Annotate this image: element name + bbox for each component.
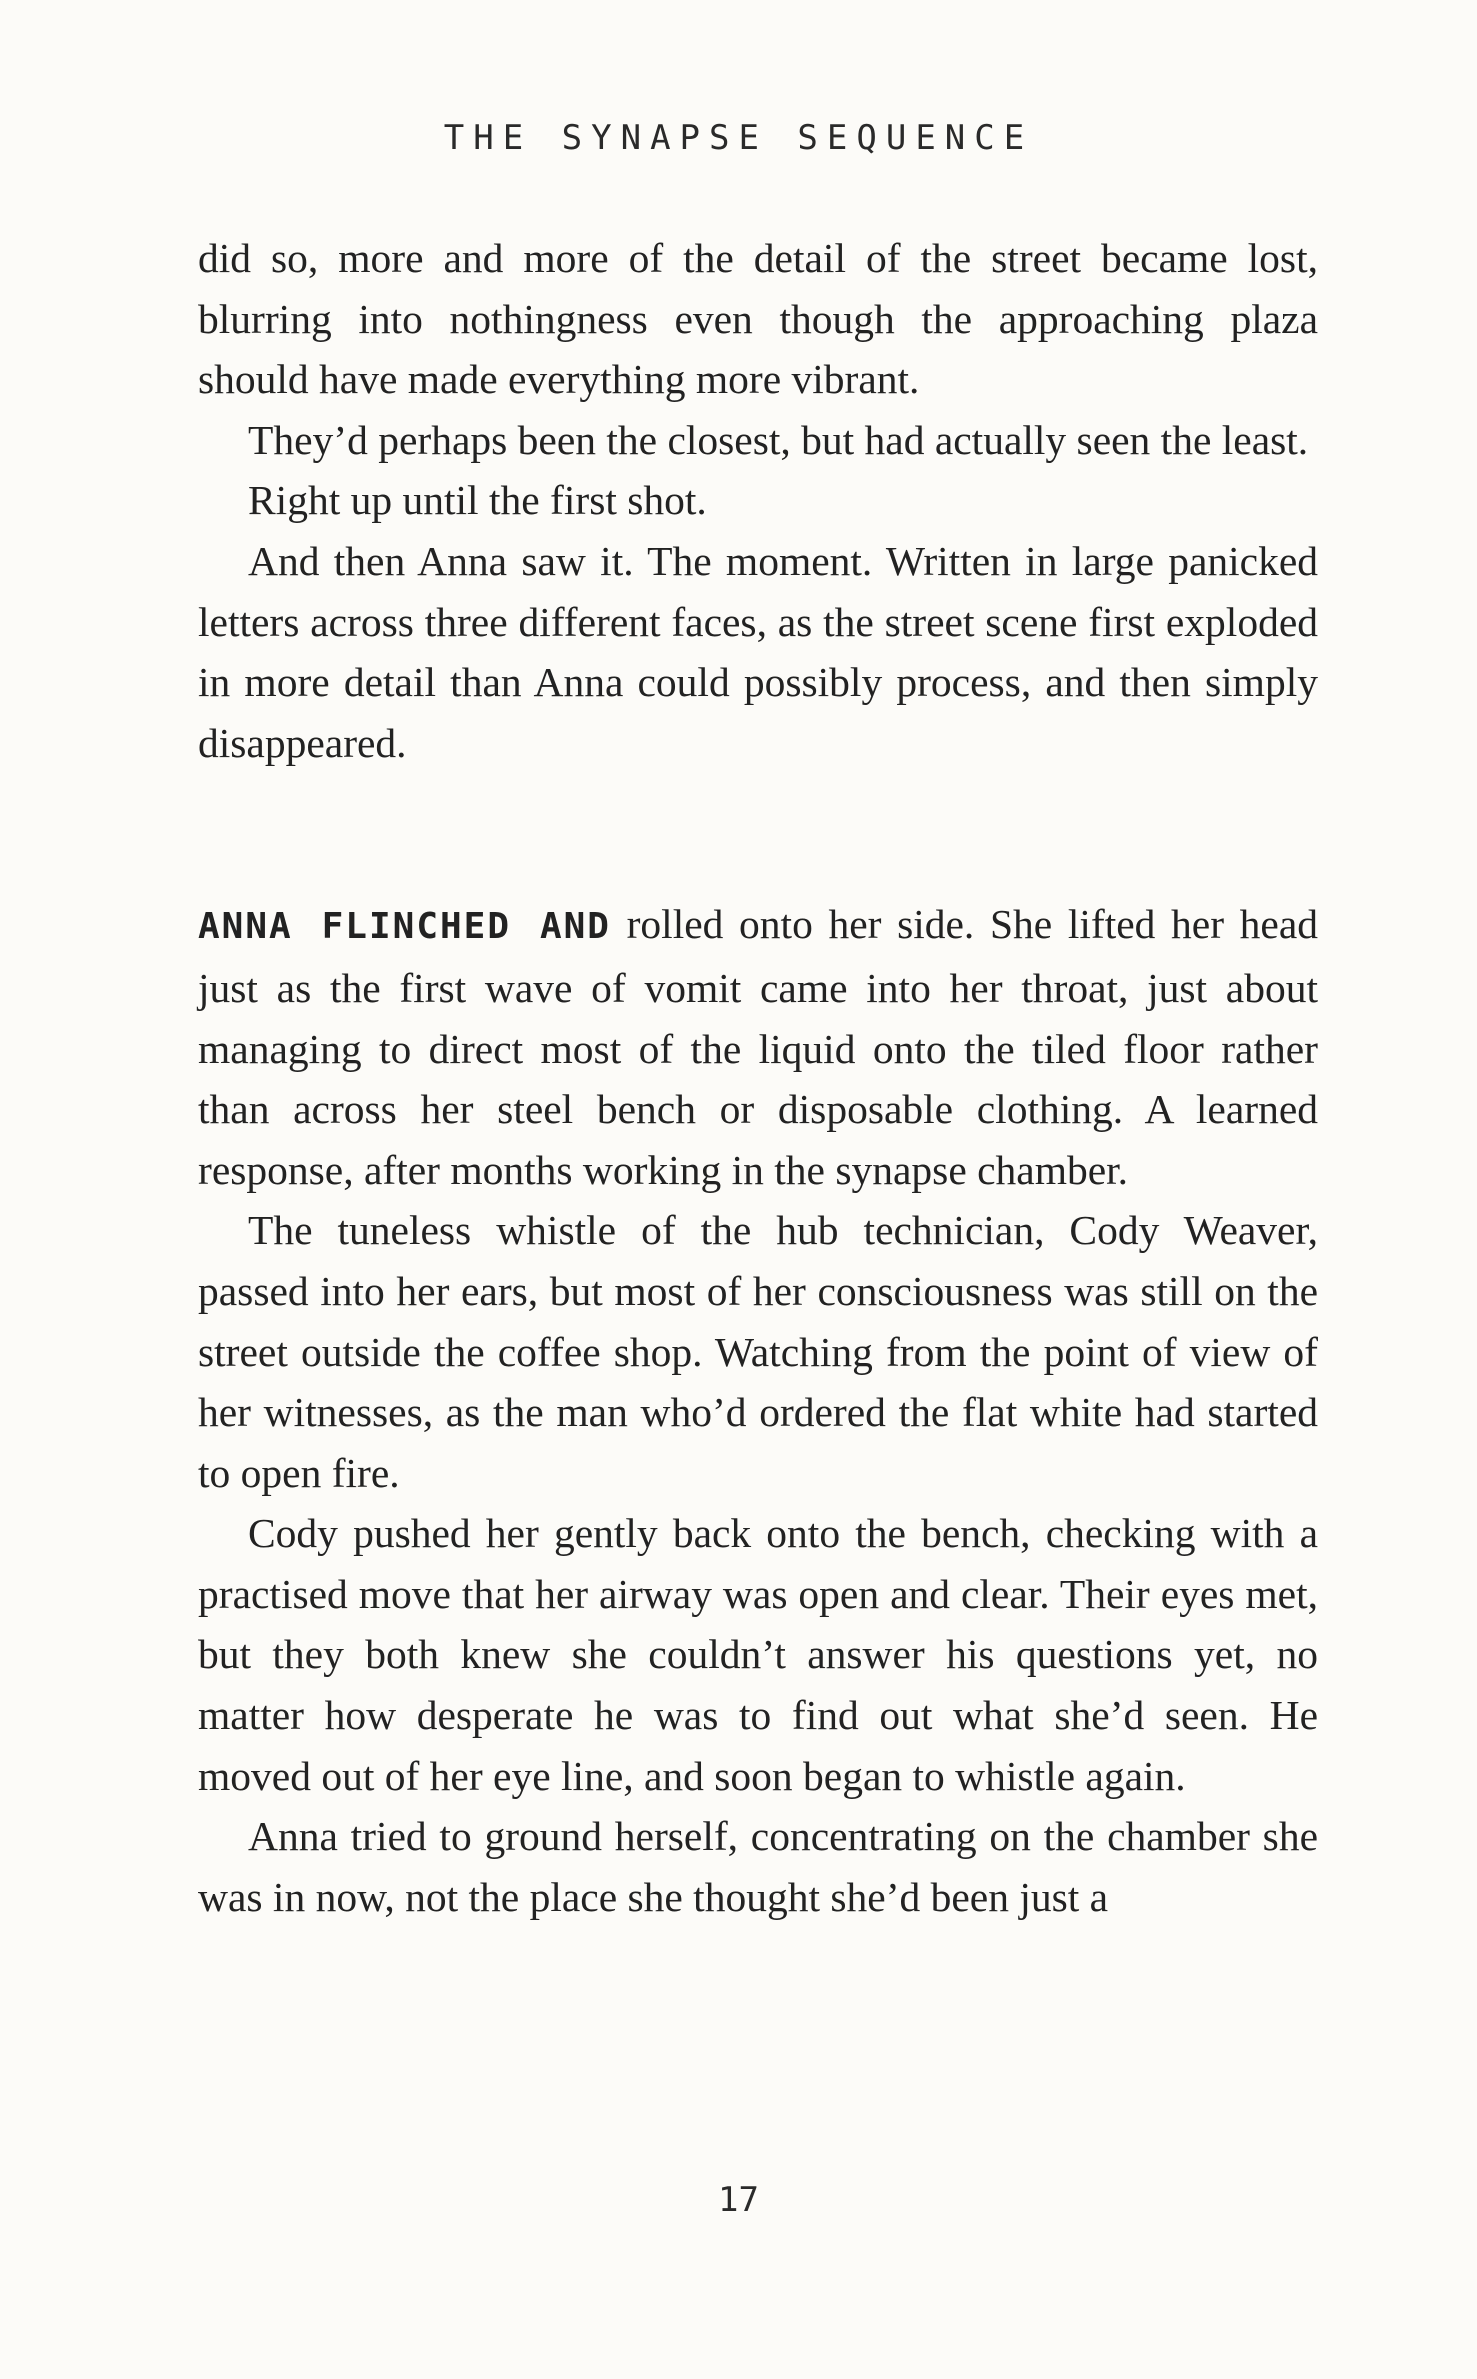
paragraph: Cody pushed her gently back onto the bench, checking with a practised move that her airway was open and clear. Their eyes met, but they both knew she couldn’t answer his questions yet, no matter how desperate he was to find out what she’d seen. He moved out of her eye line, and soon began to whistle again. [198,1510,1318,1799]
paragraph: Anna tried to ground herself, concentrating on the chamber she was in now, not the place she thought she’d been just a [198,1813,1318,1920]
paragraph: And then Anna saw it. The moment. Written in large panicked letters across three different faces, as the street scene first exploded in more detail than Anna could possibly process, and then simply disappeared. [198,537,1318,766]
body-text [198,228,1318,1927]
paragraph: They’d perhaps been the closest, but had actually seen the least. [248,416,1309,463]
page-number: 17 [718,2180,759,2220]
section-break [198,773,1318,894]
paragraph: did so, more and more of the detail of the street became lost, blurring into nothingness even though the approaching plaza should have made everything more vibrant. [198,235,1318,403]
paragraph: The tuneless whistle of the hub technician, Cody Weaver, passed into her ears, but most of her consciousness was still on the street outside the coffee shop. Watching from the point of view of her witnesses, as the man who’d ordered the flat white had started to open fire. [198,1207,1318,1496]
paragraph: Right up until the first shot. [248,477,707,524]
chapter-lead-in: ANNA FLINCHED AND [198,906,611,948]
paragraph-text: rolled onto her side. She lifted her head just as the first wave of vomit came into her throat, just about managing to direct most of the liquid onto the tiled floor rather than across her steel bench or disposable clothing. A learned response, after months working in the synapse chamber. [198,901,1318,1193]
running-head: THE SYNAPSE SEQUENCE [443,118,1034,158]
paragraph [198,894,1318,1200]
